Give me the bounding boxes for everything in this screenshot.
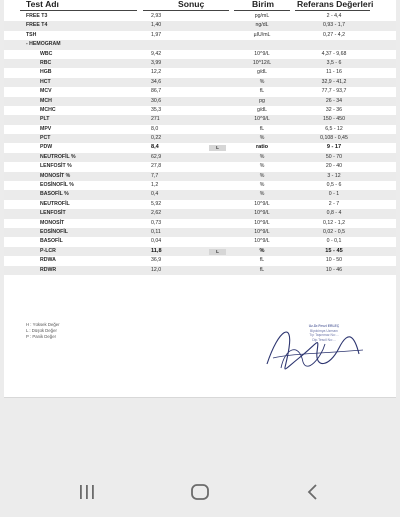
result-value: 8,4 [151,144,159,151]
table-row [4,40,396,49]
result-value: 3,99 [151,59,162,66]
legend-low: L : Düşük Değer [26,328,57,333]
android-navigation-bar [0,468,400,517]
back-button[interactable] [298,480,328,504]
reference-range: 10 - 50 [325,257,343,264]
result-value: 0,04 [151,238,162,245]
result-value: 0,4 [151,191,159,198]
unit-value: g/dL [256,106,268,113]
result-value: 86,7 [151,88,162,95]
table-row [4,237,396,246]
unit-value: 10^9/L [254,210,270,217]
result-value: 2,62 [151,210,162,217]
result-value: 271 [151,116,160,123]
table-row [4,266,396,275]
unit-value: 10^9/L [254,50,270,57]
result-value: 34,6 [151,78,162,85]
table-row [4,21,396,30]
reference-range: 15 - 45 [325,247,343,254]
table-row [4,162,396,171]
test-name: WBC [40,50,53,57]
stamp-line: Dip.Tescil No:... [312,337,336,342]
test-name: LENFOSİT % [40,163,72,170]
reference-range: 0,5 - 6 [326,182,342,189]
home-icon [185,480,215,504]
result-value: 12,2 [151,69,162,76]
result-value: 0,73 [151,219,162,226]
reference-range: 0,12 - 1,2 [323,219,345,226]
result-value: 30,6 [151,97,162,104]
table-row [4,143,396,152]
flag-legend [26,322,60,340]
reference-range: 0,108 - 0,45 [320,135,348,142]
header-reference: Referans Değerleri [297,0,374,9]
doctor-stamp [295,324,353,342]
header-test-name: Test Adı [26,0,59,9]
result-value: 5,92 [151,200,162,207]
back-icon [298,480,328,504]
table-row [4,68,396,77]
unit-value: % [259,191,265,198]
table-row [4,190,396,199]
header-underline [143,10,229,11]
result-value: 1,2 [151,182,159,189]
unit-value: pg [259,97,265,104]
result-value: 9,42 [151,50,162,57]
unit-value: 10^9/L [254,228,270,235]
reference-range: 2 - 7 [328,200,340,207]
unit-value: 10^9/L [254,238,270,245]
reference-range: 0 - 0,1 [326,238,342,245]
reference-range: 3 - 12 [327,172,341,179]
reference-range: 0,02 - 0,5 [323,228,345,235]
unit-value: % [259,78,265,85]
flag-badge: L [209,145,226,151]
test-name: BASOFİL [40,238,63,245]
reference-range: 26 - 34 [325,97,343,104]
table-row [4,247,396,256]
result-value: 11,8 [151,247,162,254]
test-name: PCT [40,135,51,142]
result-value: 1,97 [151,31,162,38]
test-name: MCHC [40,106,56,113]
unit-value: 10^9/L [254,116,270,123]
test-name: RDWR [40,266,57,273]
unit-value: g/dL [256,69,268,76]
unit-value: fL [259,88,265,95]
test-name: - HEMOGRAM [26,41,61,48]
reference-range: 6,5 - 12 [325,125,343,132]
test-name: BASOFİL % [40,191,69,198]
result-value: 0,11 [151,228,161,235]
unit-value: 10^12/L [252,59,272,66]
home-button[interactable] [185,480,215,504]
reference-range: 2 - 4,4 [326,13,342,19]
reference-range: 50 - 70 [325,153,343,160]
header-underline [20,10,137,11]
stamp-line: Uz.Dr.Fevzi ERLEÇ [308,324,340,328]
reference-range: 0,8 - 4 [326,210,342,217]
unit-value: % [259,135,265,142]
unit-value: ng/dL [255,22,269,29]
result-value: 36,9 [151,257,162,264]
result-value: 27,8 [151,163,162,170]
result-value: 8,0 [151,125,159,132]
unit-value: fL [259,125,265,132]
unit-value: % [259,182,265,189]
table-row [4,12,396,21]
header-unit: Birim [252,0,274,9]
result-value: 2,93 [151,13,162,19]
reference-range: 9 - 17 [326,144,342,151]
test-name: P-LCR [40,247,56,254]
test-name: PDW [40,144,53,151]
unit-value: 10^9/L [254,200,270,207]
test-name: MCV [40,88,52,95]
unit-value: 10^9/L [254,219,270,226]
header-result: Sonuç [178,0,205,9]
result-value: 7,7 [151,172,159,179]
reference-range: 0,93 - 1,7 [323,22,345,29]
table-row [4,31,396,40]
unit-value: µIU/mL [253,31,271,38]
result-value: 35,3 [151,106,162,113]
test-name: NEUTROFİL [40,200,70,207]
unit-value: % [259,153,265,160]
table-row [4,219,396,228]
table-row [4,106,396,115]
lab-report-page [4,0,396,398]
test-name: TSH [26,31,37,38]
test-name: LENFOSİT [40,210,66,217]
test-name: MCH [40,97,52,104]
table-row [4,200,396,209]
stamp-line: Biyokimya Uzmanı [309,328,339,333]
test-name: MONOSİT % [40,172,71,179]
table-row [4,97,396,106]
reference-range: 32,9 - 41,2 [321,78,347,85]
reference-range: 10 - 46 [325,266,343,273]
unit-value: % [259,247,265,254]
test-name: EOSİNOFİL % [40,182,74,189]
legend-panic: P : Panik Değer [26,334,57,339]
test-name: MONOSİT [40,219,65,226]
unit-value: ratio [255,144,269,151]
flag-badge: L [209,249,226,255]
result-value: 0,22 [151,135,162,142]
table-row [4,115,396,124]
test-name: RDWA [40,257,56,264]
reference-range: 0 - 1 [328,191,340,198]
unit-value: fL [259,266,265,273]
unit-value: % [259,172,265,179]
test-name: HCT [40,78,51,85]
unit-value: pg/mL [254,13,270,19]
test-name: FREE T3 [26,13,48,19]
table-row [4,256,396,265]
table-header [4,0,396,11]
unit-value: fL [259,257,265,264]
test-name: RBC [40,59,52,66]
reference-range: 32 - 36 [325,106,343,113]
stamp-line: Tıp Taşınmaz No:... [309,333,339,338]
result-value: 1,40 [151,22,162,29]
test-name: FREE T4 [26,22,48,29]
table-row [4,59,396,68]
results-table [4,12,396,275]
table-row [4,50,396,59]
test-name: HGB [40,69,52,76]
recents-button[interactable] [72,480,102,504]
test-name: MPV [40,125,52,132]
test-name: PLT [40,116,50,123]
result-value: 62,9 [151,153,162,160]
table-row [4,153,396,162]
result-value: 12,0 [151,266,162,273]
reference-range: 0,27 - 4,2 [323,31,345,38]
table-row [4,125,396,134]
table-row [4,78,396,87]
table-row [4,181,396,190]
reference-range: 3,5 - 6 [326,59,342,66]
table-row [4,134,396,143]
unit-value: % [259,163,265,170]
legend-high: H : Yüksek Değer [26,322,60,327]
reference-range: 150 - 450 [323,116,345,123]
header-underline [234,10,290,11]
reference-range: 4,37 - 9,68 [321,50,347,57]
reference-range: 11 - 16 [326,69,342,76]
reference-range: 77,7 - 93,7 [321,88,347,95]
table-row [4,209,396,218]
test-name: NEUTROFİL % [40,153,76,160]
header-underline [295,10,370,11]
reference-range: 20 - 40 [325,163,343,170]
table-row [4,87,396,96]
test-name: EOSİNOFİL [40,228,68,235]
table-row [4,172,396,181]
table-row [4,228,396,237]
recents-icon [72,480,102,504]
